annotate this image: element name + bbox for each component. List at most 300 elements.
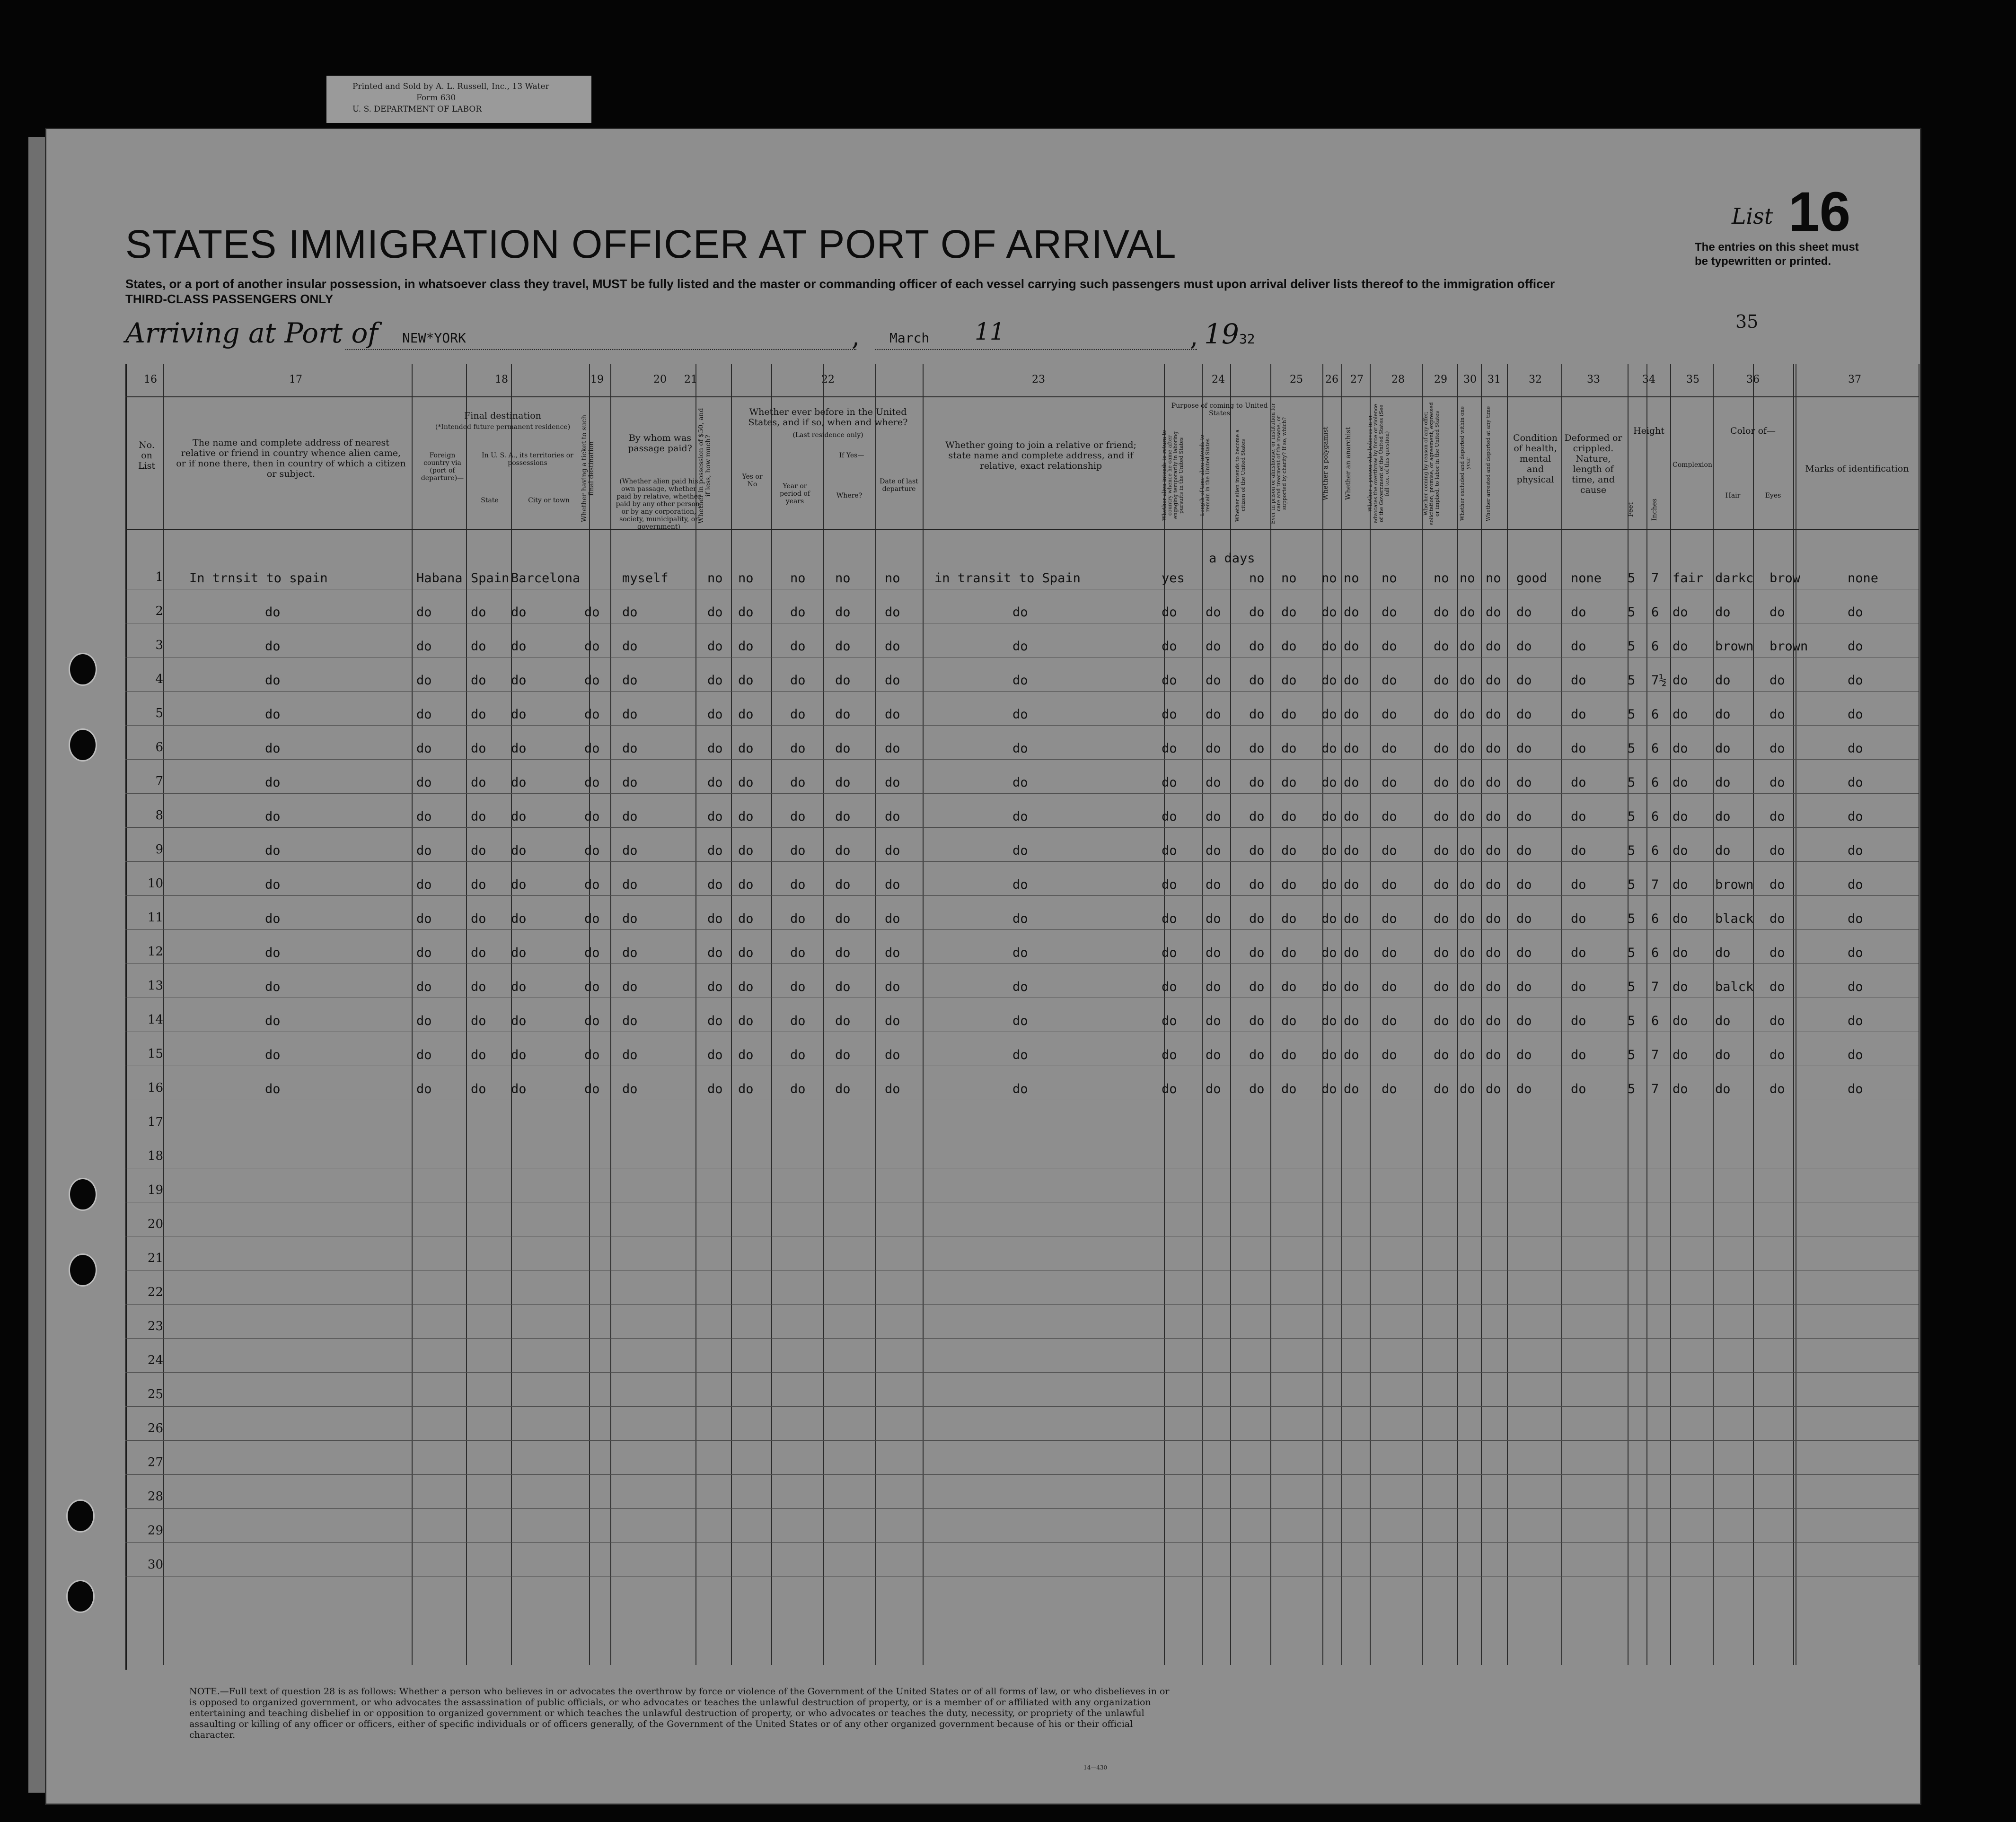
header-feet: Feet bbox=[1627, 502, 1635, 517]
row-rule bbox=[125, 1372, 1919, 1373]
table-cell: do bbox=[1715, 775, 1731, 790]
table-cell: do bbox=[1434, 639, 1449, 654]
header-year-period: Year or period of years bbox=[780, 482, 810, 505]
table-cell: 5 bbox=[1628, 775, 1636, 790]
table-cell: do bbox=[265, 605, 281, 620]
table-cell: do bbox=[1162, 605, 1177, 620]
column-rule bbox=[771, 364, 772, 1665]
header-fifty-dollars: Whether in possession of $50, and if less, how much? bbox=[697, 408, 712, 524]
table-cell: do bbox=[584, 843, 600, 858]
table-cell: do bbox=[1321, 877, 1337, 892]
table-cell: do bbox=[1571, 1082, 1586, 1096]
table-cell: do bbox=[835, 911, 851, 926]
table-cell: do bbox=[1321, 946, 1337, 960]
footnote-question-28: NOTE.—Full text of question 28 is as follows: Whether a person who believes in or advocates the overthrow by force or violence of the Government of the United States or of all forms of law, or who disbelieves in or is opposed to organized government, or who advocates the assassination of public officials, or who advocates or teaches the unlawful destruction of property, or is a member of or affiliated with any organization entertaining and teaching disbelief in or opposition to organized government or which teaches the unlawful destruction of property, or who advocates or teaches the duty, necessity, or propriety of the unlawful assaulting or killing of any officer or officers, either of specific individuals or of officers generally, of the Government of the United States or of any other organized government because of his or their official character. bbox=[189, 1686, 1170, 1740]
table-cell: do bbox=[1249, 1048, 1265, 1062]
table-cell: do bbox=[1249, 707, 1265, 722]
table-cell: 5 bbox=[1628, 1014, 1636, 1028]
row-number: 30 bbox=[147, 1558, 163, 1572]
header-ever-in-us-note: (Last residence only) bbox=[792, 431, 863, 439]
table-cell: Habana bbox=[416, 571, 463, 586]
table-cell: do bbox=[1281, 877, 1297, 892]
table-cell: black bbox=[1715, 911, 1754, 926]
table-cell: no bbox=[1460, 571, 1475, 586]
table-cell: do bbox=[835, 843, 851, 858]
table-cell: do bbox=[1715, 741, 1731, 756]
header-anarchist: Whether an anarchist bbox=[1345, 427, 1352, 500]
table-cell: do bbox=[265, 809, 281, 824]
table-cell: do bbox=[1321, 707, 1337, 722]
table-cell: do bbox=[1715, 605, 1731, 620]
table-cell: do bbox=[1206, 980, 1221, 994]
table-cell: brown bbox=[1715, 877, 1754, 892]
table-cell: 7 bbox=[1651, 1048, 1659, 1062]
table-cell: 5 bbox=[1628, 980, 1636, 994]
table-cell: do bbox=[1460, 775, 1475, 790]
table-cell: do bbox=[265, 707, 281, 722]
column-number: 16 bbox=[144, 374, 157, 385]
table-cell: do bbox=[1281, 1014, 1297, 1028]
table-cell: do bbox=[1770, 809, 1785, 824]
table-cell: do bbox=[1571, 877, 1586, 892]
table-cell: do bbox=[1382, 639, 1397, 654]
table-cell: do bbox=[1249, 911, 1265, 926]
table-cell: do bbox=[1673, 877, 1688, 892]
row-rule bbox=[125, 1338, 1919, 1339]
table-cell: do bbox=[622, 741, 638, 756]
table-cell: do bbox=[416, 809, 432, 824]
table-cell: do bbox=[885, 1014, 900, 1028]
table-cell: do bbox=[1516, 911, 1532, 926]
row-number: 18 bbox=[147, 1149, 163, 1163]
form-number: 14—430 bbox=[1083, 1764, 1108, 1771]
table-cell: do bbox=[622, 809, 638, 824]
table-cell: do bbox=[511, 877, 527, 892]
row-number: 28 bbox=[147, 1489, 163, 1504]
table-cell: do bbox=[416, 1014, 432, 1028]
table-cell: do bbox=[1162, 877, 1177, 892]
table-cell: do bbox=[1460, 809, 1475, 824]
table-cell: do bbox=[1486, 980, 1501, 994]
column-rule bbox=[1422, 364, 1423, 1665]
table-cell: do bbox=[1460, 1014, 1475, 1028]
header-prison: Ever in prison or almshouse, or institution for care and treatment of the insane, or supported by charity? If so, which? bbox=[1270, 403, 1287, 524]
table-cell: do bbox=[1673, 775, 1688, 790]
table-cell: do bbox=[1206, 639, 1221, 654]
table-cell: do bbox=[835, 809, 851, 824]
table-cell: do bbox=[1162, 775, 1177, 790]
table-cell: do bbox=[1486, 946, 1501, 960]
table-cell: do bbox=[584, 1048, 600, 1062]
table-cell: do bbox=[1715, 673, 1731, 688]
table-cell: do bbox=[622, 877, 638, 892]
table-cell: do bbox=[1486, 1082, 1501, 1096]
table-cell: do bbox=[622, 673, 638, 688]
table-cell: do bbox=[1344, 639, 1359, 654]
table-cell: 5 bbox=[1628, 911, 1636, 926]
table-cell: do bbox=[1571, 843, 1586, 858]
column-number: 36 bbox=[1746, 374, 1760, 385]
table-cell: do bbox=[835, 741, 851, 756]
table-cell: do bbox=[511, 707, 527, 722]
table-cell: do bbox=[1486, 877, 1501, 892]
column-number: 18 bbox=[495, 374, 508, 385]
table-cell: do bbox=[1321, 1048, 1337, 1062]
table-cell: do bbox=[584, 605, 600, 620]
table-cell: do bbox=[885, 605, 900, 620]
header-overthrow: Whether a person who believes in or advocates the overthrow by force or violence of the Government of the United States (See full text of this question) bbox=[1367, 403, 1390, 524]
table-cell: 5 bbox=[1628, 707, 1636, 722]
table-cell: do bbox=[1012, 1082, 1028, 1096]
row-number: 1 bbox=[155, 570, 163, 584]
column-rule bbox=[823, 364, 824, 1665]
year-suffix: 32 bbox=[1239, 331, 1255, 347]
table-cell: do bbox=[1848, 775, 1863, 790]
table-cell: do bbox=[416, 843, 432, 858]
table-cell: do bbox=[1382, 809, 1397, 824]
table-cell: do bbox=[471, 1014, 486, 1028]
table-cell: do bbox=[835, 673, 851, 688]
table-cell: do bbox=[416, 605, 432, 620]
table-cell: no bbox=[1486, 571, 1501, 586]
table-cell: do bbox=[1382, 775, 1397, 790]
table-cell: do bbox=[1770, 843, 1785, 858]
table-cell: do bbox=[416, 741, 432, 756]
table-cell: do bbox=[1460, 673, 1475, 688]
table-cell: 5 bbox=[1628, 1048, 1636, 1062]
table-cell: do bbox=[1012, 775, 1028, 790]
column-number: 27 bbox=[1350, 374, 1364, 385]
header-where: Where? bbox=[836, 492, 863, 499]
column-number: 26 bbox=[1325, 374, 1338, 385]
column-rule bbox=[1481, 364, 1482, 1665]
table-cell: do bbox=[1460, 639, 1475, 654]
table-cell: do bbox=[416, 639, 432, 654]
table-cell: do bbox=[790, 877, 806, 892]
table-cell: no bbox=[885, 571, 900, 586]
comma-1: , bbox=[852, 322, 860, 351]
table-cell: do bbox=[1344, 946, 1359, 960]
list-note-1: The entries on this sheet must bbox=[1695, 241, 1859, 254]
table-cell: do bbox=[584, 946, 600, 960]
table-cell: 5 bbox=[1628, 1082, 1636, 1096]
table-cell: do bbox=[738, 980, 754, 994]
port-value: NEW*YORK bbox=[402, 330, 466, 346]
table-cell: do bbox=[1434, 809, 1449, 824]
column-number: 37 bbox=[1848, 374, 1861, 385]
header-complexion: Complexion bbox=[1673, 461, 1712, 469]
row-number: 27 bbox=[147, 1455, 163, 1470]
row-number: 26 bbox=[147, 1421, 163, 1436]
row-number: 14 bbox=[147, 1013, 163, 1027]
header-city: City or town bbox=[528, 497, 570, 504]
table-cell: do bbox=[471, 911, 486, 926]
table-cell: do bbox=[1012, 980, 1028, 994]
row-rule bbox=[125, 725, 1919, 726]
date-fill-line bbox=[875, 349, 1197, 350]
header-passage-paid: By whom was passage paid? bbox=[628, 433, 692, 454]
header-height: Height bbox=[1633, 426, 1664, 436]
row-number: 7 bbox=[155, 774, 163, 788]
table-cell: do bbox=[1012, 707, 1028, 722]
table-cell: do bbox=[790, 843, 806, 858]
table-cell: do bbox=[1715, 1014, 1731, 1028]
table-cell: do bbox=[1321, 980, 1337, 994]
table-cell: do bbox=[1571, 775, 1586, 790]
table-cell: no bbox=[738, 571, 754, 586]
arriving-label: Arriving at Port of bbox=[125, 317, 378, 349]
table-cell: do bbox=[1012, 605, 1028, 620]
table-cell: do bbox=[471, 946, 486, 960]
table-cell: do bbox=[1486, 843, 1501, 858]
table-cell: do bbox=[1281, 946, 1297, 960]
table-cell: do bbox=[1673, 605, 1688, 620]
table-cell: do bbox=[1281, 809, 1297, 824]
table-cell: 6 bbox=[1651, 707, 1659, 722]
header-no-on-list: No. on List bbox=[138, 440, 156, 471]
table-cell: do bbox=[1206, 1082, 1221, 1096]
table-cell: do bbox=[835, 707, 851, 722]
table-cell: do bbox=[1770, 1082, 1785, 1096]
header-purpose-b: Length of time alien intends to remain in the United States bbox=[1199, 434, 1211, 517]
table-cell: do bbox=[1770, 1014, 1785, 1028]
punch-hole bbox=[69, 653, 97, 686]
table-cell: do bbox=[1344, 673, 1359, 688]
table-cell: do bbox=[1434, 843, 1449, 858]
column-number-row bbox=[125, 368, 1919, 397]
table-cell: no bbox=[1382, 571, 1397, 586]
row-rule bbox=[125, 1304, 1919, 1305]
row-rule bbox=[125, 759, 1919, 760]
table-cell: do bbox=[1382, 673, 1397, 688]
column-rule bbox=[1202, 364, 1203, 1665]
table-cell: do bbox=[584, 809, 600, 824]
table-cell: do bbox=[1673, 980, 1688, 994]
table-cell: do bbox=[265, 877, 281, 892]
list-note bbox=[1695, 240, 1859, 269]
table-cell: do bbox=[1486, 775, 1501, 790]
column-number: 17 bbox=[289, 374, 302, 385]
table-cell: do bbox=[416, 980, 432, 994]
table-cell: do bbox=[1516, 741, 1532, 756]
table-cell: do bbox=[1516, 809, 1532, 824]
table-cell: darkc bbox=[1715, 571, 1754, 586]
column-rule bbox=[1793, 364, 1794, 1665]
table-cell: do bbox=[1281, 639, 1297, 654]
table-cell: do bbox=[1571, 605, 1586, 620]
table-cell: do bbox=[1344, 707, 1359, 722]
column-number: 24 bbox=[1212, 374, 1225, 385]
table-cell: do bbox=[1321, 911, 1337, 926]
table-cell: do bbox=[1673, 1082, 1688, 1096]
column-rule bbox=[610, 364, 611, 1665]
table-cell: do bbox=[1321, 605, 1337, 620]
table-cell: do bbox=[1848, 741, 1863, 756]
table-cell: do bbox=[511, 946, 527, 960]
table-cell: do bbox=[1516, 707, 1532, 722]
table-cell: do bbox=[511, 911, 527, 926]
header-bottom-rule bbox=[125, 529, 1919, 530]
table-cell: 7 bbox=[1651, 877, 1659, 892]
table-cell: do bbox=[1434, 673, 1449, 688]
table-cell: do bbox=[1848, 946, 1863, 960]
table-cell: do bbox=[707, 980, 723, 994]
table-cell: do bbox=[511, 980, 527, 994]
table-cell: do bbox=[1848, 843, 1863, 858]
header-final-destination-note: (*Intended future permanent residence) bbox=[435, 423, 571, 431]
table-cell: do bbox=[1715, 707, 1731, 722]
table-cell: do bbox=[1382, 707, 1397, 722]
row-rule bbox=[125, 929, 1919, 930]
table-cell: do bbox=[416, 775, 432, 790]
table-cell: do bbox=[790, 639, 806, 654]
table-cell: do bbox=[1162, 809, 1177, 824]
table-cell: do bbox=[1460, 877, 1475, 892]
row-rule bbox=[125, 1508, 1919, 1509]
table-cell: do bbox=[707, 843, 723, 858]
table-cell: do bbox=[1382, 1048, 1397, 1062]
comma-2: , bbox=[1190, 322, 1198, 351]
table-cell: do bbox=[1162, 741, 1177, 756]
table-cell: good bbox=[1516, 571, 1548, 586]
table-cell: do bbox=[471, 1048, 486, 1062]
table-cell: do bbox=[471, 741, 486, 756]
table-cell: Spain bbox=[471, 571, 510, 586]
table-cell: do bbox=[1012, 1014, 1028, 1028]
table-cell: do bbox=[1571, 1014, 1586, 1028]
table-cell: do bbox=[265, 673, 281, 688]
row-number: 5 bbox=[155, 706, 163, 720]
table-cell: do bbox=[707, 741, 723, 756]
header-purpose-a: Whether alien intends to return to country whence he came after engaging temporarily in laboring pursuits in the United States bbox=[1161, 430, 1184, 521]
row-number: 19 bbox=[147, 1183, 163, 1197]
column-number: 21 bbox=[684, 374, 697, 385]
table-cell: do bbox=[1249, 1082, 1265, 1096]
table-cell: do bbox=[1770, 775, 1785, 790]
table-cell: do bbox=[1571, 809, 1586, 824]
table-cell: do bbox=[835, 946, 851, 960]
table-cell: do bbox=[1162, 911, 1177, 926]
table-cell: do bbox=[1249, 1014, 1265, 1028]
punch-hole bbox=[69, 728, 97, 762]
table-cell: do bbox=[885, 775, 900, 790]
table-cell: do bbox=[1206, 775, 1221, 790]
table-cell: 6 bbox=[1651, 639, 1659, 654]
header-color-of: Color of— bbox=[1730, 426, 1776, 436]
table-cell: do bbox=[1516, 843, 1532, 858]
header-purpose-c: Whether alien intends to become a citizen of the United States bbox=[1234, 429, 1246, 522]
row-number: 16 bbox=[147, 1081, 163, 1095]
table-cell: do bbox=[1382, 741, 1397, 756]
table-cell: brow bbox=[1770, 571, 1801, 586]
table-cell: do bbox=[1770, 877, 1785, 892]
table-cell: do bbox=[1344, 843, 1359, 858]
table-cell: do bbox=[622, 1048, 638, 1062]
page-title: STATES IMMIGRATION OFFICER AT PORT OF ARRIVAL bbox=[125, 222, 1177, 266]
row-number: 11 bbox=[147, 911, 163, 925]
table-cell: do bbox=[1382, 1082, 1397, 1096]
instructions-text: States, or a port of another insular possession, in whatsoever class they travel, MUST be fully listed and the master or commanding officer of each vessel carrying such passengers must upon arrival deliver lists thereof to the immigration officer bbox=[125, 277, 1555, 291]
table-cell: do bbox=[885, 639, 900, 654]
table-cell: do bbox=[471, 707, 486, 722]
table-cell: do bbox=[1321, 1014, 1337, 1028]
table-cell: 5 bbox=[1628, 877, 1636, 892]
table-cell: do bbox=[416, 1082, 432, 1096]
header-foreign-country: Foreign country via (port of departure)— bbox=[421, 452, 464, 482]
column-number: 29 bbox=[1434, 374, 1447, 385]
table-cell: do bbox=[416, 946, 432, 960]
table-cell: do bbox=[1321, 809, 1337, 824]
table-cell: do bbox=[265, 843, 281, 858]
header-in-usa: In U. S. A., its territories or possessions bbox=[482, 452, 573, 467]
table-cell: do bbox=[1486, 741, 1501, 756]
table-cell: do bbox=[1673, 673, 1688, 688]
header-purpose: Purpose of coming to United States bbox=[1171, 402, 1268, 417]
table-cell: 6 bbox=[1651, 605, 1659, 620]
list-note-2: be typewritten or printed. bbox=[1695, 255, 1831, 268]
year-prefix: 19 bbox=[1204, 318, 1239, 350]
table-cell: do bbox=[707, 707, 723, 722]
table-cell: do bbox=[790, 707, 806, 722]
table-cell: do bbox=[471, 877, 486, 892]
table-cell: do bbox=[1516, 673, 1532, 688]
column-number: 20 bbox=[653, 374, 667, 385]
table-cell: In trnsit to spain bbox=[189, 571, 328, 586]
table-cell: 5 bbox=[1628, 946, 1636, 960]
row-number: 13 bbox=[147, 979, 163, 993]
table-cell: do bbox=[1321, 741, 1337, 756]
header-final-destination: Final destination bbox=[464, 411, 541, 421]
table-cell: do bbox=[1344, 809, 1359, 824]
table-cell: no bbox=[835, 571, 851, 586]
table-cell: do bbox=[707, 605, 723, 620]
column-number: 35 bbox=[1686, 374, 1699, 385]
column-rule bbox=[731, 364, 732, 1665]
table-cell: do bbox=[1162, 980, 1177, 994]
table-cell: do bbox=[885, 1082, 900, 1096]
table-cell: do bbox=[622, 980, 638, 994]
table-cell: do bbox=[1249, 673, 1265, 688]
table-cell: do bbox=[885, 809, 900, 824]
row-rule bbox=[125, 1406, 1919, 1407]
header-state: State bbox=[481, 497, 499, 504]
table-cell: do bbox=[1206, 1048, 1221, 1062]
column-number: 19 bbox=[590, 374, 604, 385]
table-cell: do bbox=[471, 980, 486, 994]
table-cell: do bbox=[1206, 673, 1221, 688]
table-cell: do bbox=[1673, 1014, 1688, 1028]
table-cell: 7 bbox=[1651, 980, 1659, 994]
table-cell: no bbox=[1321, 571, 1337, 586]
table-cell: do bbox=[1162, 1082, 1177, 1096]
table-cell: do bbox=[1770, 911, 1785, 926]
table-cell: do bbox=[1344, 1014, 1359, 1028]
table-cell: do bbox=[584, 911, 600, 926]
table-cell: do bbox=[1434, 911, 1449, 926]
column-rule bbox=[1457, 364, 1458, 1665]
table-cell: do bbox=[1673, 911, 1688, 926]
table-cell: do bbox=[1571, 639, 1586, 654]
table-cell: do bbox=[1516, 980, 1532, 994]
table-cell: Barcelona bbox=[511, 571, 581, 586]
table-cell: do bbox=[1321, 775, 1337, 790]
table-cell: do bbox=[584, 741, 600, 756]
table-cell: do bbox=[1460, 1048, 1475, 1062]
table-cell: do bbox=[622, 605, 638, 620]
table-cell: do bbox=[416, 877, 432, 892]
table-cell: do bbox=[790, 673, 806, 688]
table-cell: 5 bbox=[1628, 639, 1636, 654]
